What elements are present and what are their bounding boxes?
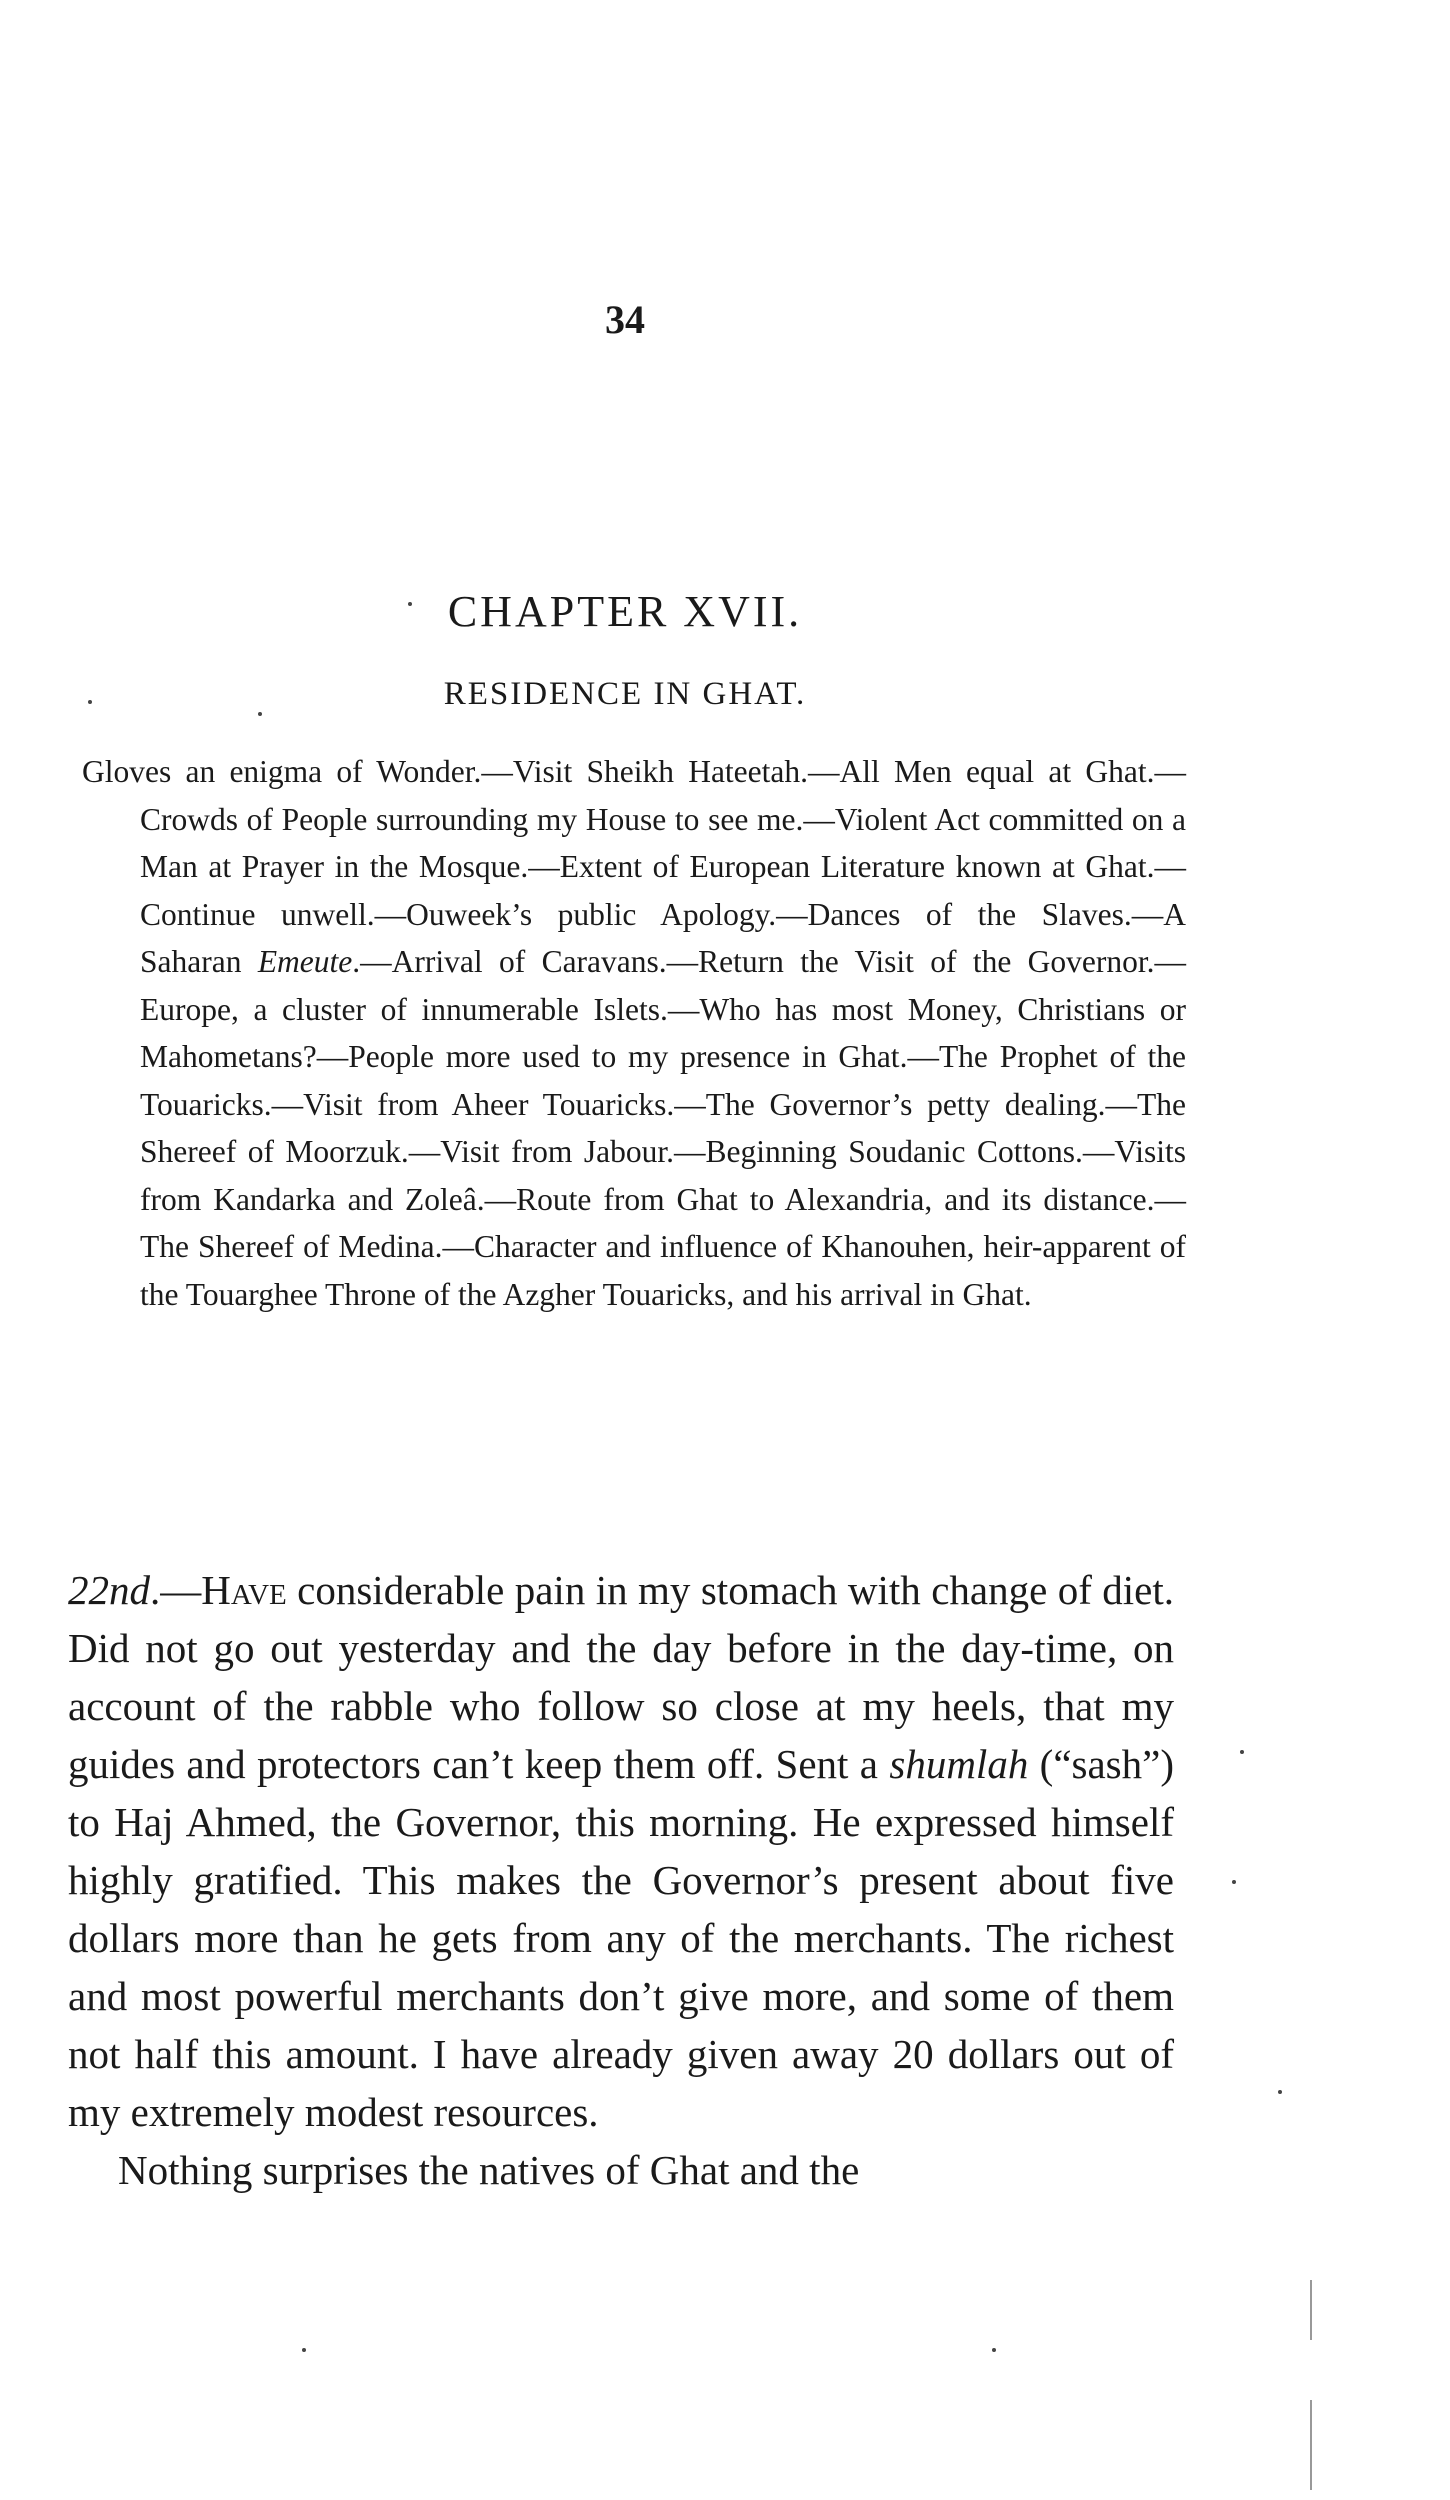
- paragraph-1: [68, 1561, 1174, 2141]
- scan-speck: [1240, 1750, 1244, 1754]
- synopsis-text-part1: Gloves an enigma of Wonder.—Visit Sheikh Hateetah.—All Men equal at Ghat.—Crowds of People surrounding my House to see me.—Violent Act committed on a Man at Prayer in the Mosque.—Extent of European Literature known at Ghat.—Continue unwell.—Ouweek’s public Apology.—Dances of the Slaves.—A Saharan: [82, 754, 1186, 979]
- entry-lead-word: Have: [201, 1567, 287, 1613]
- chapter-subtitle: RESIDENCE IN GHAT.: [443, 676, 807, 712]
- scan-speck: [88, 700, 92, 704]
- scan-speck: [302, 2348, 306, 2352]
- paragraph-1-text-a: considerable pain in my stomach with change of diet. Did not go out yesterday and the day before in the day-time, on account of the rabble who follow so close at my heels, that my guides and protectors can’t keep them off. Sent a: [68, 1567, 1174, 1787]
- scan-speck: [1278, 2090, 1282, 2094]
- scan-edge-mark: [1310, 2280, 1312, 2340]
- paragraph-1-text-b: (“sash”) to Haj Ahmed, the Governor, this morning. He expressed himself highly gratified. This makes the Governor’s present about five dollars more than he gets from any of the merchants. The richest and most powerful merchants don’t give more, and some of them not half this amount. I have already given away 20 dollars out of my extremely modest resources.: [68, 1741, 1174, 2135]
- scan-speck: [992, 2348, 996, 2352]
- chapter-synopsis: [82, 748, 1186, 1318]
- scan-speck: [258, 712, 262, 716]
- entry-date: 22nd: [68, 1567, 150, 1613]
- synopsis-text-part2: .—Arrival of Caravans.—Return the Visit of the Governor.—Europe, a cluster of innumerable Islets.—Who has most Money, Christians or Mahometans?—People more used to my presence in Ghat.—The Prophet of the Touaricks.—Visit from Aheer Touaricks.—The Governor’s petty dealing.—The Shereef of Moorzuk.—Visit from Jabour.—Beginning Soudanic Cottons.—Visits from Kandarka and Zoleâ.—Route from Ghat to Alexandria, and its distance.—The Shereef of Medina.—Character and influence of Khanouhen, heir-apparent of the Touarghee Throne of the Azgher Touaricks, and his arrival in Ghat.: [140, 944, 1186, 1312]
- scan-speck: [1232, 1880, 1236, 1884]
- chapter-title: CHAPTER XVII.: [447, 587, 803, 636]
- scan-edge-mark: [1310, 2400, 1312, 2490]
- body-text: [68, 1561, 1174, 2199]
- entry-dash: .—: [150, 1567, 202, 1613]
- shumlah-word: shumlah: [889, 1741, 1029, 1787]
- paragraph-2: Nothing surprises the natives of Ghat and the: [118, 2147, 860, 2193]
- synopsis-emeute: Emeute: [257, 944, 353, 979]
- scan-speck: [408, 602, 412, 606]
- page-number: 34: [605, 297, 645, 342]
